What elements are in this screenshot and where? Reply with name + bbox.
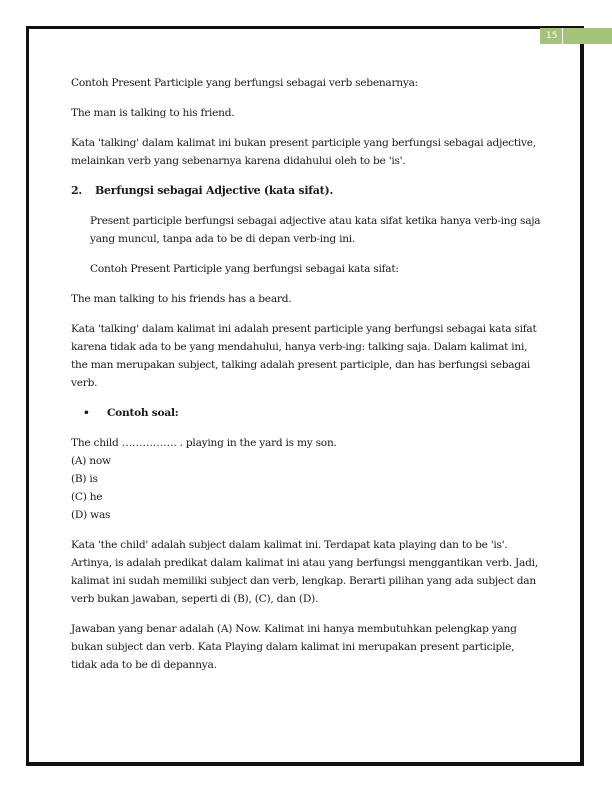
paragraph-adjective-explanation: Kata 'talking' dalam kalimat ini adalah present participle yang berfungsi sebagai kata sifat karena tidak ada to be yang mendahului, hanya verb-ing: talking saja. Dalam kalimat ini, the man merupakan subject, talking adalah present participle, dan has berfungsi sebagai verb. — [71, 323, 537, 389]
option-b: (B) is — [71, 473, 98, 485]
paragraph-adjective-example: The man talking to his friends has a beard. — [71, 293, 292, 305]
bullet-icon: • — [83, 407, 90, 419]
section-number: 2. — [71, 184, 82, 197]
section-title: Berfungsi sebagai Adjective (kata sifat). — [95, 184, 334, 197]
bullet-heading-text: Contoh soal: — [107, 407, 179, 419]
paragraph-example-sentence: The man is talking to his friend. — [71, 107, 235, 119]
paragraph-explanation: Kata 'talking' dalam kalimat ini bukan present participle yang berfungsi sebagai adjective, melainkan verb yang sebenarnya karena didahului oleh to be 'is'. — [71, 137, 536, 167]
option-d: (D) was — [71, 509, 111, 521]
paragraph-adjective-example-intro: Contoh Present Participle yang berfungsi sebagai kata sifat: — [90, 263, 399, 275]
option-a: (A) now — [71, 455, 111, 467]
paragraph-answer: Jawaban yang benar adalah (A) Now. Kalimat ini hanya membutuhkan pelengkap yang bukan subject dan verb. Kata Playing dalam kalimat ini merupakan present participle, tidak ada to be di depannya. — [71, 623, 517, 671]
question-text: The child ……………. . playing in the yard is my son. — [71, 437, 337, 449]
paragraph-example-intro: Contoh Present Participle yang berfungsi sebagai verb sebenarnya: — [71, 77, 419, 89]
bullet-heading — [71, 404, 541, 422]
paragraph-adjective-definition: Present participle berfungsi sebagai adjective atau kata sifat ketika hanya verb-ing saja yang muncul, tanpa ada to be di depan verb-ing ini. — [90, 215, 541, 245]
section-heading — [71, 182, 541, 200]
page-number: 15 — [540, 28, 612, 44]
option-c: (C) he — [71, 491, 103, 503]
paragraph-answer-explanation: Kata 'the child' adalah subject dalam kalimat ini. Terdapat kata playing dan to be 'is'. Artinya, is adalah predikat dalam kalimat ini atau yang berfungsi menggantikan verb. Jadi, kalimat ini sudah memiliki subject dan verb, lengkap. Berarti pilihan yang ada subject dan verb bukan jawaban, seperti di (B), (C), dan (D). — [71, 539, 538, 605]
document-body — [71, 74, 541, 674]
